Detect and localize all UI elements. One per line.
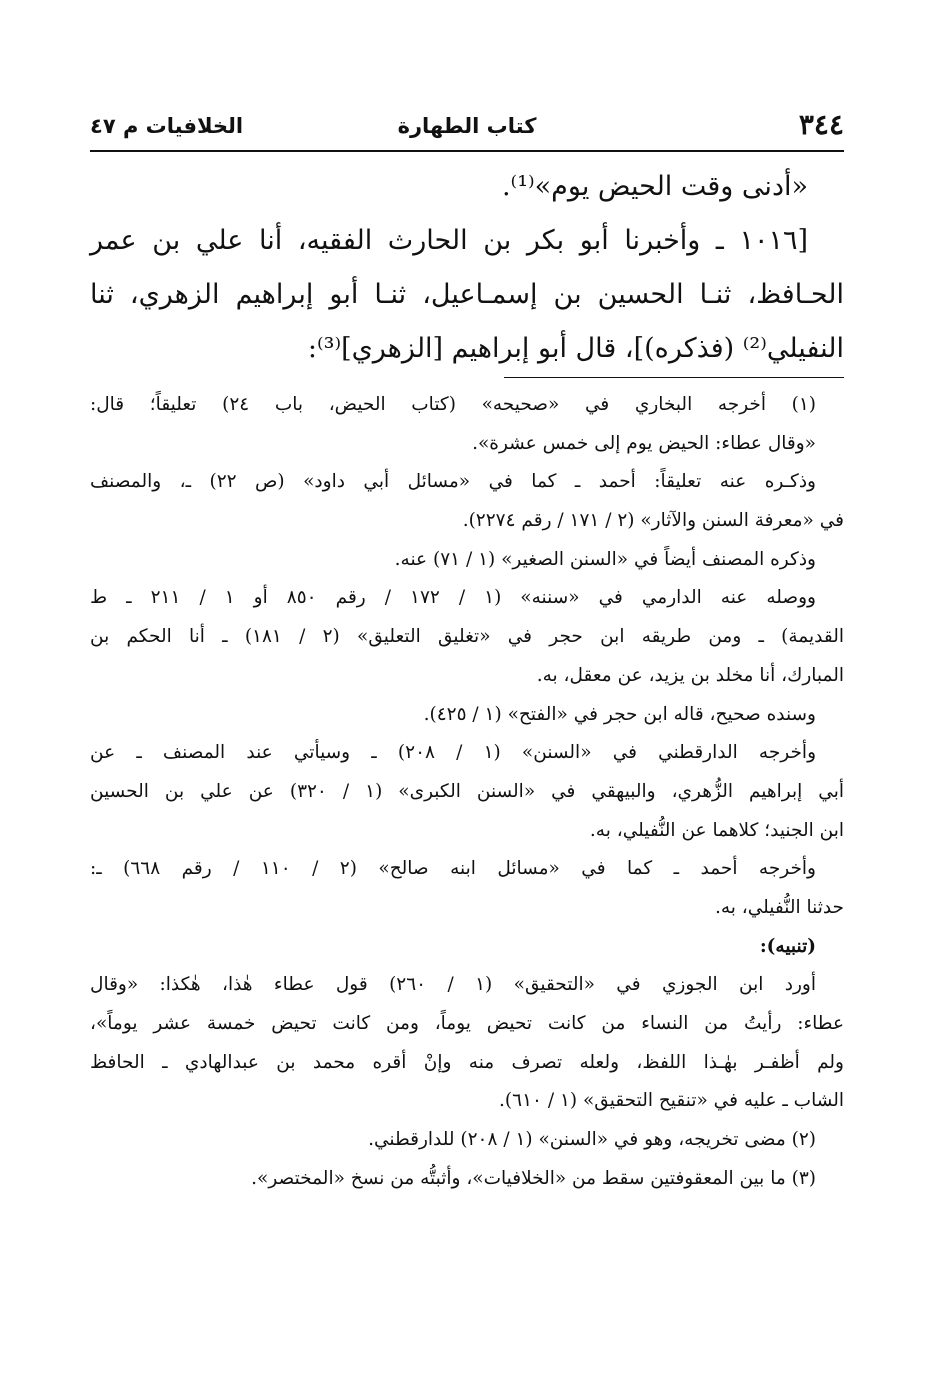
footnote-line: وأخرجه الدارقطني في «السنن» (١ / ٢٠٨) ـ وسيأتي عند المصنف ـ عن [90, 742, 817, 764]
footnote-line: «وقال عطاء: الحيض يوم إلى خمس عشرة». [472, 432, 816, 454]
header-rule [90, 150, 844, 152]
main-line: النفيلي⁽²⁾ (فذكره)]، قال أبو إبراهيم [الزهري]⁽³⁾: [307, 333, 844, 364]
page-header [90, 108, 844, 148]
footnote-heading: (تنبيه): [759, 935, 816, 957]
page-number: ٣٤٤ [798, 108, 844, 141]
footnote-line: ووصله عنه الدارمي في «سننه» (١ / ١٧٢ / رقم ٨٥٠ أو ١ / ٢١١ ـ ط [90, 587, 816, 609]
footnote-line: (٢) مضى تخريجه، وهو في «السنن» (١ / ٢٠٨) للدارقطني. [368, 1129, 816, 1151]
footnote-line: عطاء: رأيتُ من النساء من كانت تحيض يوماً، ومن كانت تحيض خمسة عشر يوماً»، [90, 1013, 844, 1034]
footnote-line: ولم أظفـر بهٰـذا اللفظ، ولعله تصرف منه وإنْ أقره محمد بن عبدالهادي ـ الحافظ [90, 1051, 844, 1073]
footnote-line: أبي إبراهيم الزُّهري، والبيهقي في «السنن الكبرى» (١ / ٣٢٠) عن علي بن الحسين [90, 780, 844, 802]
footnote-line: المبارك، أنا مخلد بن يزيد، عن معقل، به. [536, 664, 844, 686]
footnote-line: أورد ابن الجوزي في «التحقيق» (١ / ٢٦٠) قول عطاء هٰذا، هٰكذا: «وقال [90, 974, 816, 996]
footnote-line: وذكره المصنف أيضاً في «السنن الصغير» (١ / ٧١) عنه. [394, 548, 816, 570]
footnote-line: الشاب ـ عليه في «تنقيح التحقيق» (١ / ٦١٠). [499, 1090, 844, 1112]
footnote-line: (١) أخرجه البخاري في «صحيحه» (كتاب الحيض، باب ٢٤) تعليقاً؛ قال: [90, 394, 817, 415]
main-line: [١٠١٦ ـ وأخبرنا أبو بكر بن الحارث الفقيه، أنا علي بن عمر [90, 225, 808, 256]
footnote-line: (٣) ما بين المعقوفتين سقط من «الخلافيات»، وأثبتُّه من نسخ «المختصر». [251, 1167, 816, 1189]
footnote-line: القديمة) ـ ومن طريقه ابن حجر في «تغليق التعليق» (٢ / ١٨١) ـ أنا الحكم بن [90, 626, 844, 648]
footnotes [90, 386, 844, 1198]
footnote-line: حدثنا النُّفيلي، به. [714, 896, 844, 918]
book-title: الخلافيات م ٤٧ [90, 114, 244, 138]
footnote-line: في «معرفة السنن والآثار» (٢ / ١٧١ / رقم ٢٢٧٤). [462, 510, 844, 532]
main-line: «أدنى وقت الحيض يوم»⁽¹⁾. [501, 171, 808, 202]
main-text [90, 160, 844, 376]
footnote-line: وذكـره عنه تعليقاً: أحمد ـ كما في «مسائل أبي داود» (ص ٢٢) ـ، والمصنف [90, 471, 816, 493]
footnote-line: ابن الجنيد؛ كلاهما عن النُّفيلي، به. [589, 819, 844, 841]
footnote-line: وأخرجه أحمد ـ كما في «مسائل ابنه صالح» (٢ / ١١٠ / رقم ٦٦٨) ـ: [90, 858, 816, 880]
footnote-separator [504, 377, 844, 378]
chapter-title: كتاب الطهارة [397, 114, 537, 138]
footnote-line: وسنده صحيح، قاله ابن حجر في «الفتح» (١ / ٤٢٥). [423, 703, 816, 725]
main-line: الحـافظ، ثنـا الحسين بن إسمـاعيل، ثنـا أبو إبراهيم الزهري، ثنا [90, 279, 844, 310]
